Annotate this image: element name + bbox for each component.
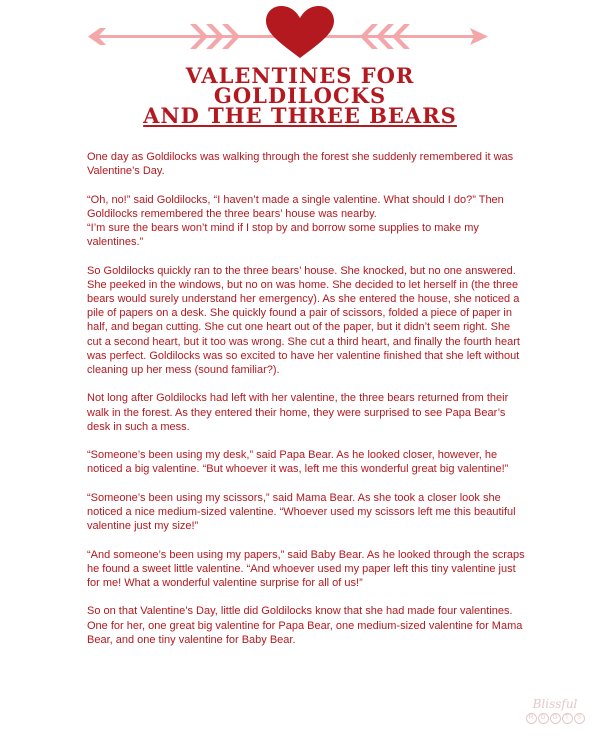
story-paragraph: So on that Valentine’s Day, little did Goldilocks know that she had made four valentines. One for her, one great big valentine for Papa Bear, one medium-sized valentine for Mama Bear, and one tiny valentine for Baby Bear. <box>87 605 523 646</box>
story-paragraph: “Someone’s been using my desk,” said Papa Bear. As he looked closer, however, he noticed a big valentine. “But whoever it was, left me this wonderful great big valentine!” <box>87 449 509 476</box>
title-line-1: VALENTINES FOR <box>185 63 415 88</box>
story-paragraph: “Someone’s been using my scissors,” said Mama Bear. As she took a closer look she noticed a nice medium-sized valentine. “Whoever used my scissors left me this beautiful valentine just my size!” <box>87 491 516 533</box>
title-line-2: GOLDILOCKS <box>213 83 387 108</box>
watermark-logo <box>522 698 588 738</box>
watermark-script: Blissful <box>532 697 578 711</box>
story-paragraph: One day as Goldilocks was walking through the forest she suddenly remembered it was Valentine’s Day. <box>87 151 514 178</box>
story-paragraph: “And someone’s been using my papers,” said Baby Bear. As he looked through the scraps he found a sweet little valentine. “And whoever used my paper left this tiny valentine just for me! What a wonderful valentine surprise for all of us!” <box>87 548 525 589</box>
watermark-letter: O <box>550 713 561 724</box>
story-paragraph: “I’m sure the bears won’t mind if I stop by and borrow some supplies to make my valentines.” <box>87 222 479 249</box>
story-body <box>87 150 527 661</box>
watermark-letters <box>522 713 588 724</box>
story-paragraph: “Oh, no!” said Goldilocks, “I haven’t made a single valentine. What should I do?” Then Goldilocks remembered the three bears’ house was nearby. <box>87 193 504 220</box>
watermark-letter: T <box>562 713 573 724</box>
story-paragraph: So Goldilocks quickly ran to the three bears’ house. She knocked, but no one answered. She peeked in the windows, but no on was home. She decided to let herself in (the three bears would surely understand her emergency). As she entered the house, she noticed a pile of papers on a desk. She quickly found a pair of scissors, folded a piece of paper in half, and began cutting. She cut one heart out of the paper, but it didn’t seem right. She cut a second heart, but it too was wrong. She cut a third heart, and finally the fourth heart was perfect. Goldilocks was so excited to have her valentine finished that she left without cleaning up her mess (sound familiar?). <box>87 264 520 377</box>
story-paragraph: Not long after Goldilocks had left with her valentine, the three bears returned from their walk in the forest. As they entered their home, they were surprised to see Papa Bear’s desk in such a mess. <box>87 392 509 433</box>
watermark-letter: S <box>574 713 585 724</box>
title-line-3: AND THE THREE BEARS <box>143 103 457 128</box>
watermark-letter: O <box>538 713 549 724</box>
page-title <box>0 63 600 128</box>
watermark-letter: R <box>526 713 537 724</box>
heart-arrow-icon <box>0 0 600 70</box>
